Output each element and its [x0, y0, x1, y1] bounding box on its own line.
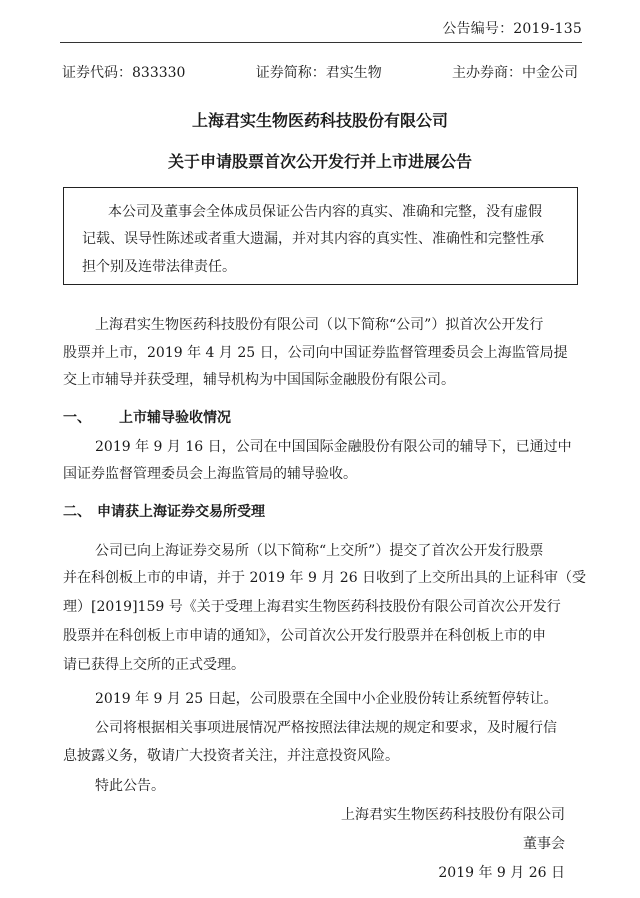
- section-2-number: 二、: [63, 504, 91, 520]
- section-1-heading: 上市辅导验收情况: [119, 410, 231, 426]
- section-1-line: 2019 年 9 月 16 日，公司在中国国际金融股份有限公司的辅导下，已通过中: [95, 439, 572, 455]
- section-2-line: 股票并在科创板上市申请的通知》，公司首次公开发行股票并在科创板上市的申: [63, 628, 546, 644]
- announcement-number: 公告编号：2019-135: [442, 21, 582, 37]
- section-2-heading: 申请获上海证券交易所受理: [97, 504, 265, 520]
- company-title: 上海君实生物医药科技股份有限公司: [191, 111, 448, 130]
- stock-code: 证券代码：833330: [62, 65, 186, 81]
- closing-remark: 特此公告。: [95, 778, 165, 794]
- intro-line: 股票并上市，2019 年 4 月 25 日，公司向中国证券监督管理委员会上海监管局提: [63, 345, 568, 361]
- security-info-row: [62, 62, 578, 82]
- notice-line: 记载、误导性陈述或者重大遗漏，并对其内容的真实性、准确性和完整性承: [82, 231, 544, 247]
- section-1-line: 国证券监督管理委员会上海监管局的辅导验收。: [63, 466, 357, 482]
- section-2-line: 请已获得上交所的正式受理。: [63, 657, 245, 673]
- section-2-line: 理）[2019]159 号《关于受理上海君实生物医药科技股份有限公司首次公开发行: [63, 599, 561, 615]
- intro-line: 交上市辅导并获受理，辅导机构为中国国际金融股份有限公司。: [63, 372, 455, 388]
- header-rule: [60, 42, 582, 43]
- notice-line: 本公司及董事会全体成员保证公告内容的真实、准确和完整，没有虚假: [108, 204, 542, 220]
- signature-date: 2019 年 9 月 26 日: [438, 865, 565, 881]
- disclosure-line: 息披露义务，敬请广大投资者关注，并注意投资风险。: [63, 748, 399, 764]
- signature-board: 董事会: [523, 836, 565, 852]
- sponsor-broker: 主办券商：中金公司: [451, 65, 578, 81]
- intro-line: 上海君实生物医药科技股份有限公司（以下简称“公司”）拟首次公开发行: [95, 317, 544, 333]
- responsibility-notice-box: [63, 187, 578, 285]
- announcement-subject: 关于申请股票首次公开发行并上市进展公告: [167, 152, 472, 171]
- section-2-line: 并在科创板上市的申请，并于 2019 年 9 月 26 日收到了上交所出具的上证科审（受: [63, 570, 587, 586]
- signature-company: 上海君实生物医药科技股份有限公司: [341, 807, 565, 823]
- section-1-number: 一、: [63, 410, 91, 426]
- stock-abbreviation: 证券简称：君实生物: [255, 65, 382, 81]
- disclosure-line: 公司将根据相关事项进展情况严格按照法律法规的规定和要求，及时履行信: [95, 720, 557, 736]
- section-2-line: 公司已向上海证券交易所（以下简称“上交所”）提交了首次公开发行股票: [95, 543, 544, 559]
- suspension-notice: 2019 年 9 月 25 日起，公司股票在全国中小企业股份转让系统暂停转让。: [95, 691, 558, 707]
- notice-line: 担个别及连带法律责任。: [82, 259, 236, 275]
